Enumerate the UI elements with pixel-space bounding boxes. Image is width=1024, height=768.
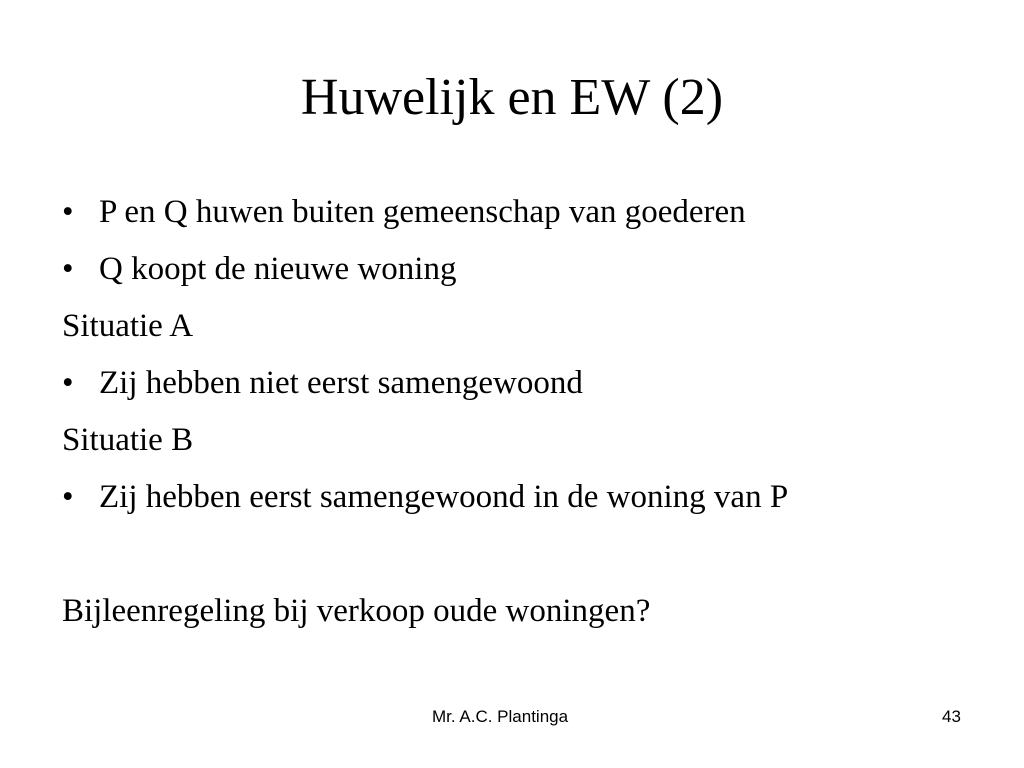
slide-title: Huwelijk en EW (2) bbox=[300, 69, 724, 126]
page-number: 43 bbox=[942, 707, 961, 726]
bullet-item bbox=[62, 244, 982, 301]
slide-body bbox=[62, 187, 982, 643]
bullet-text: P en Q huwen buiten gemeenschap van goederen bbox=[99, 194, 746, 230]
bullet-text: Zij hebben eerst samengewoond in de woning van P bbox=[99, 479, 789, 515]
bullet-icon: • bbox=[62, 194, 74, 230]
bullet-item bbox=[62, 358, 982, 415]
footer-author: Mr. A.C. Plantinga bbox=[432, 707, 569, 726]
bullet-text: Zij hebben niet eerst samengewoond bbox=[99, 365, 583, 401]
bullet-icon: • bbox=[62, 251, 74, 287]
blank-line bbox=[62, 529, 982, 586]
closing-question-text: Bijleenregeling bij verkoop oude woningen? bbox=[62, 593, 651, 629]
section-heading-text: Situatie A bbox=[62, 308, 194, 344]
bullet-text: Q koopt de nieuwe woning bbox=[99, 251, 457, 287]
section-heading bbox=[62, 301, 982, 358]
bullet-item bbox=[62, 187, 982, 244]
bullet-item bbox=[62, 472, 982, 529]
section-heading bbox=[62, 415, 982, 472]
section-heading-text: Situatie B bbox=[62, 422, 194, 458]
bullet-icon: • bbox=[62, 479, 74, 515]
bullet-icon: • bbox=[62, 365, 74, 401]
closing-question bbox=[62, 586, 982, 643]
